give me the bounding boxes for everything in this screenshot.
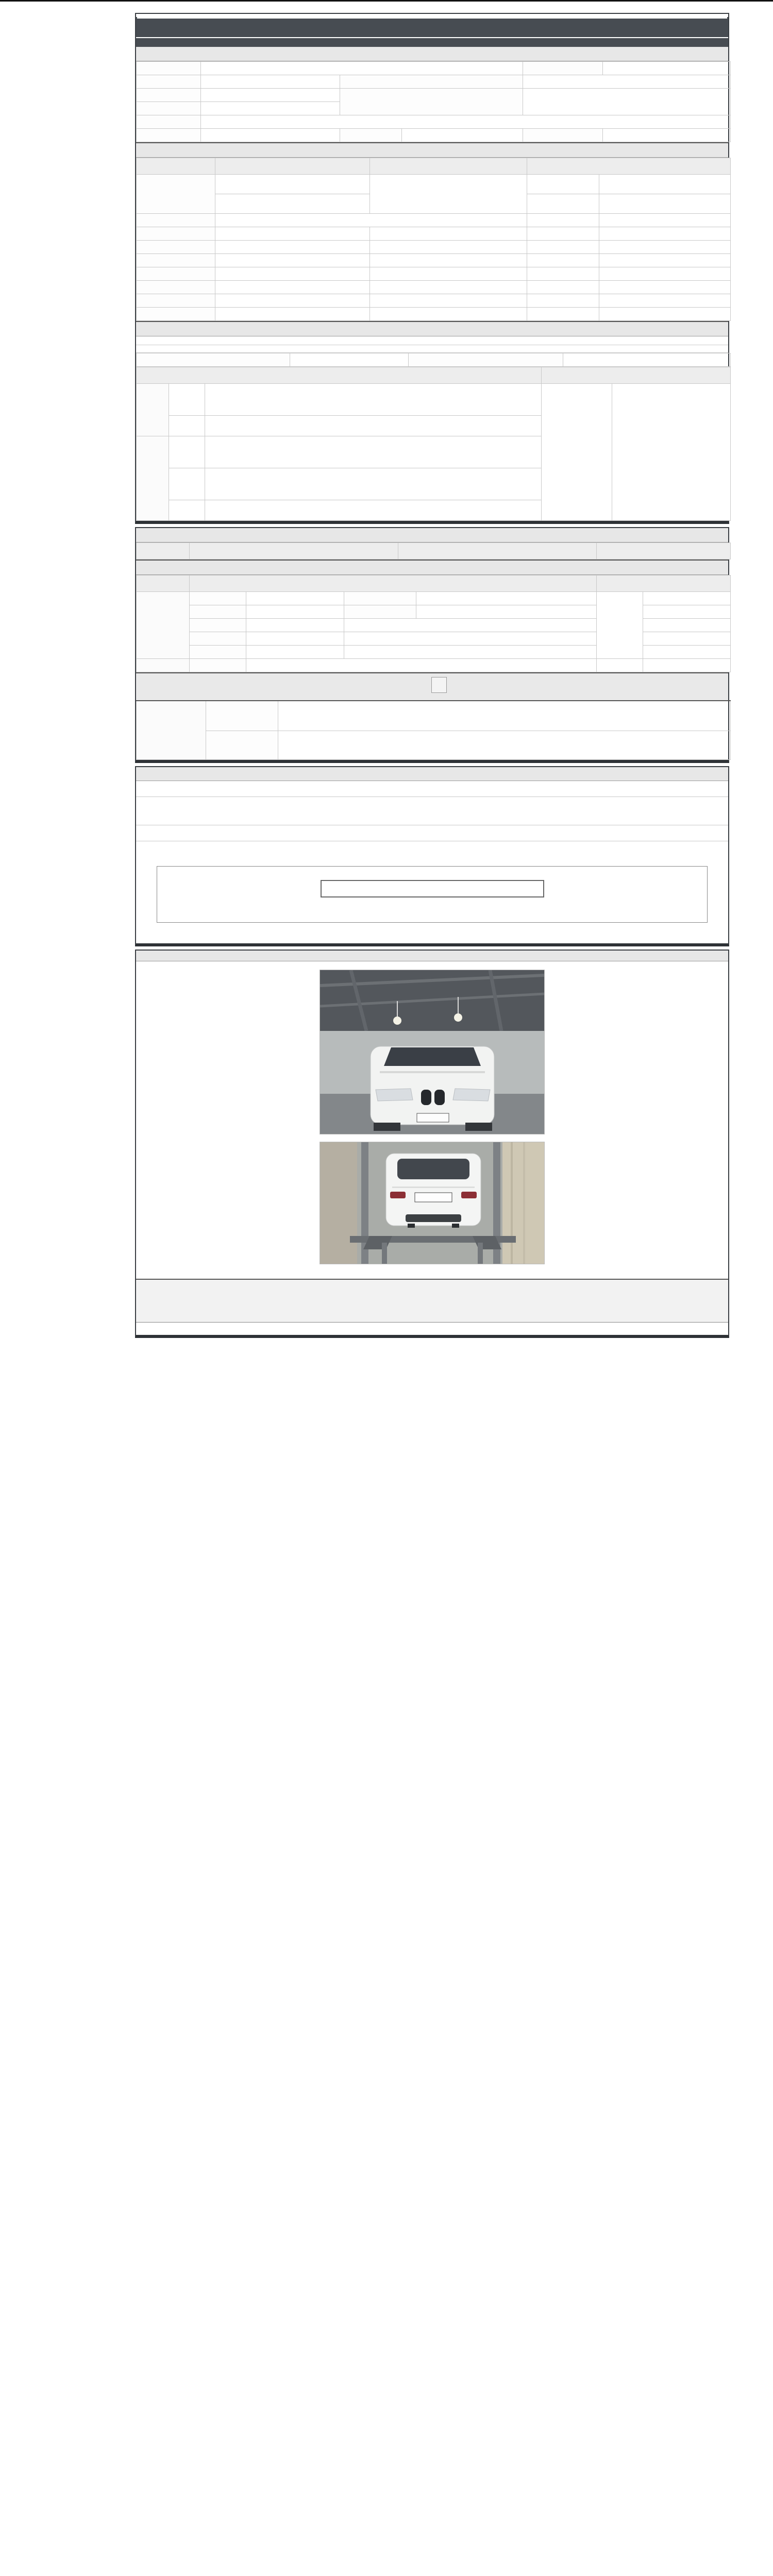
table-header-row <box>137 575 731 592</box>
table-row <box>137 129 731 142</box>
photo-sign-block <box>135 950 729 1338</box>
transmission-options <box>523 89 731 115</box>
table-row <box>137 308 731 321</box>
table-row <box>137 281 731 294</box>
wheel-positions <box>344 619 597 632</box>
final-price-amount <box>431 677 447 693</box>
mileage-state <box>215 175 370 194</box>
signature-band <box>136 1279 728 1323</box>
tire-positions <box>344 632 597 646</box>
year-value <box>201 75 340 89</box>
room-cleaning-state <box>416 605 597 619</box>
rank-a-items <box>205 436 542 468</box>
table-row <box>137 701 731 731</box>
detail-band <box>136 528 728 543</box>
notices-group-c <box>136 841 728 852</box>
recall-detail <box>370 308 527 321</box>
rank-2-items <box>205 416 542 436</box>
table-header-row <box>137 158 731 175</box>
warranty-options <box>402 129 523 142</box>
table-row <box>137 115 731 129</box>
emission-label <box>137 227 215 241</box>
overall-state-table <box>136 158 731 321</box>
tire-state <box>246 632 344 646</box>
detail-state-table <box>136 543 731 560</box>
emission-values <box>370 227 527 241</box>
reg-no-label <box>523 62 603 75</box>
report-title <box>136 19 728 30</box>
first-reg-label <box>137 89 201 102</box>
color-detail <box>370 281 527 294</box>
options-label <box>137 294 215 308</box>
table-row <box>137 384 731 416</box>
document-number <box>136 37 728 47</box>
fuel-label <box>137 115 201 129</box>
accident-history-label <box>137 353 290 367</box>
page-block-3 <box>135 766 729 946</box>
table-header-row <box>137 543 731 560</box>
vin-label <box>137 102 201 115</box>
tuning-detail <box>370 241 527 254</box>
basic-items-group <box>137 659 190 672</box>
mileage-amount-state <box>215 194 370 214</box>
appraiser-comment <box>278 731 731 759</box>
inspection-photo-rear <box>320 1142 545 1264</box>
vin-mark-state <box>215 214 527 227</box>
accident-history-table <box>136 353 731 367</box>
page-head <box>0 2 773 11</box>
notices-band <box>136 767 728 781</box>
photo-area <box>136 961 728 1279</box>
accident-band <box>136 321 728 336</box>
first-reg-value <box>201 89 340 102</box>
inspection-label <box>340 75 523 89</box>
table-row <box>137 294 731 308</box>
current-mileage <box>370 175 527 214</box>
emission-state <box>215 227 370 241</box>
main-frame-group <box>137 436 169 521</box>
rank-a-label <box>169 436 205 468</box>
state-code-legend <box>136 336 728 345</box>
table-row <box>137 267 731 281</box>
rank-c-items <box>205 500 542 521</box>
rank-1-label <box>169 384 205 416</box>
accident-history-state <box>290 353 409 367</box>
inspection-document <box>135 13 729 1338</box>
interior-state <box>416 592 597 605</box>
special-history-detail <box>370 254 527 267</box>
photo-band <box>136 951 728 961</box>
opinions-label <box>137 701 206 759</box>
exchange-price-label <box>542 367 731 384</box>
car-name-label <box>137 62 201 75</box>
rank-b-items <box>205 468 542 500</box>
inspector-label <box>206 701 278 731</box>
car-damage-diagram <box>136 345 728 353</box>
price-definition-title <box>321 880 544 897</box>
engine-type-label <box>137 129 201 142</box>
fuel-options <box>201 115 731 129</box>
usage-change-detail <box>370 267 527 281</box>
table-row <box>137 75 731 89</box>
recall-state <box>215 308 370 321</box>
usage-change-state <box>215 267 370 281</box>
simple-repair-state <box>563 353 731 367</box>
etc-band <box>136 560 728 575</box>
mileage-label <box>137 175 215 214</box>
recall-label <box>137 308 215 321</box>
table-row <box>137 254 731 267</box>
notices-group-a <box>136 797 728 807</box>
rank-b-label <box>169 468 205 500</box>
table-row <box>137 353 731 367</box>
reg-no-value <box>603 62 731 75</box>
table-row <box>137 592 731 605</box>
rank-1-items <box>205 384 542 416</box>
notices-group-b <box>136 807 728 818</box>
rank-2-label <box>169 416 205 436</box>
signature-label <box>136 1280 728 1286</box>
exchange-label <box>137 367 542 384</box>
inspector-comment <box>278 701 731 731</box>
table-row <box>137 214 731 227</box>
vin-mark-label <box>137 214 215 227</box>
options-detail <box>370 294 527 308</box>
table-row <box>137 241 731 254</box>
notices-part2-head <box>136 825 728 841</box>
table-header-row <box>137 367 731 384</box>
table-row <box>137 62 731 75</box>
special-history-state <box>215 254 370 267</box>
table-row <box>137 659 731 672</box>
basic-items-state <box>246 659 597 672</box>
base-price-value <box>603 129 731 142</box>
table-row <box>137 227 731 241</box>
options-state <box>215 294 370 308</box>
year-label <box>137 75 201 89</box>
inspection-value <box>523 75 731 89</box>
tuning-state <box>215 241 370 254</box>
inspection-photo-front <box>320 970 545 1134</box>
table-row <box>137 89 731 102</box>
confirmation-footer <box>136 1323 728 1335</box>
engine-type-value <box>201 129 340 142</box>
rank-c-label <box>169 500 205 521</box>
exchange-price <box>542 384 612 521</box>
basic-info-band <box>136 47 728 61</box>
basic-info-table <box>136 61 731 142</box>
appraiser-label <box>206 731 278 759</box>
price-definition-box <box>157 866 708 923</box>
page-block-2 <box>135 527 729 763</box>
color-label <box>137 281 215 294</box>
opinions-table <box>136 700 731 760</box>
base-price-label <box>523 129 603 142</box>
table-row <box>137 175 731 194</box>
vin-value <box>201 102 340 115</box>
outer-panel-group <box>137 384 169 436</box>
page-block-1 <box>135 13 729 524</box>
warranty-label <box>340 129 402 142</box>
etc-info-table <box>136 575 731 672</box>
polish-state <box>246 605 344 619</box>
tuning-label <box>137 241 215 254</box>
report-header <box>136 17 728 47</box>
simple-repair-label <box>409 353 563 367</box>
usage-change-label <box>137 267 215 281</box>
special-history-label <box>137 254 215 267</box>
glass-state <box>246 646 344 659</box>
final-price-band <box>136 672 728 700</box>
exterior-state <box>246 592 344 605</box>
car-name-value <box>201 62 523 75</box>
color-state <box>215 281 370 294</box>
transmission-label <box>340 89 523 115</box>
notices-part1-head <box>136 781 728 797</box>
overall-state-band <box>136 142 728 158</box>
wheel-state <box>246 619 344 632</box>
repair-price <box>597 592 643 659</box>
table-row <box>137 731 731 759</box>
exchange-panel-table <box>136 367 731 521</box>
repair-needed-group <box>137 592 190 659</box>
